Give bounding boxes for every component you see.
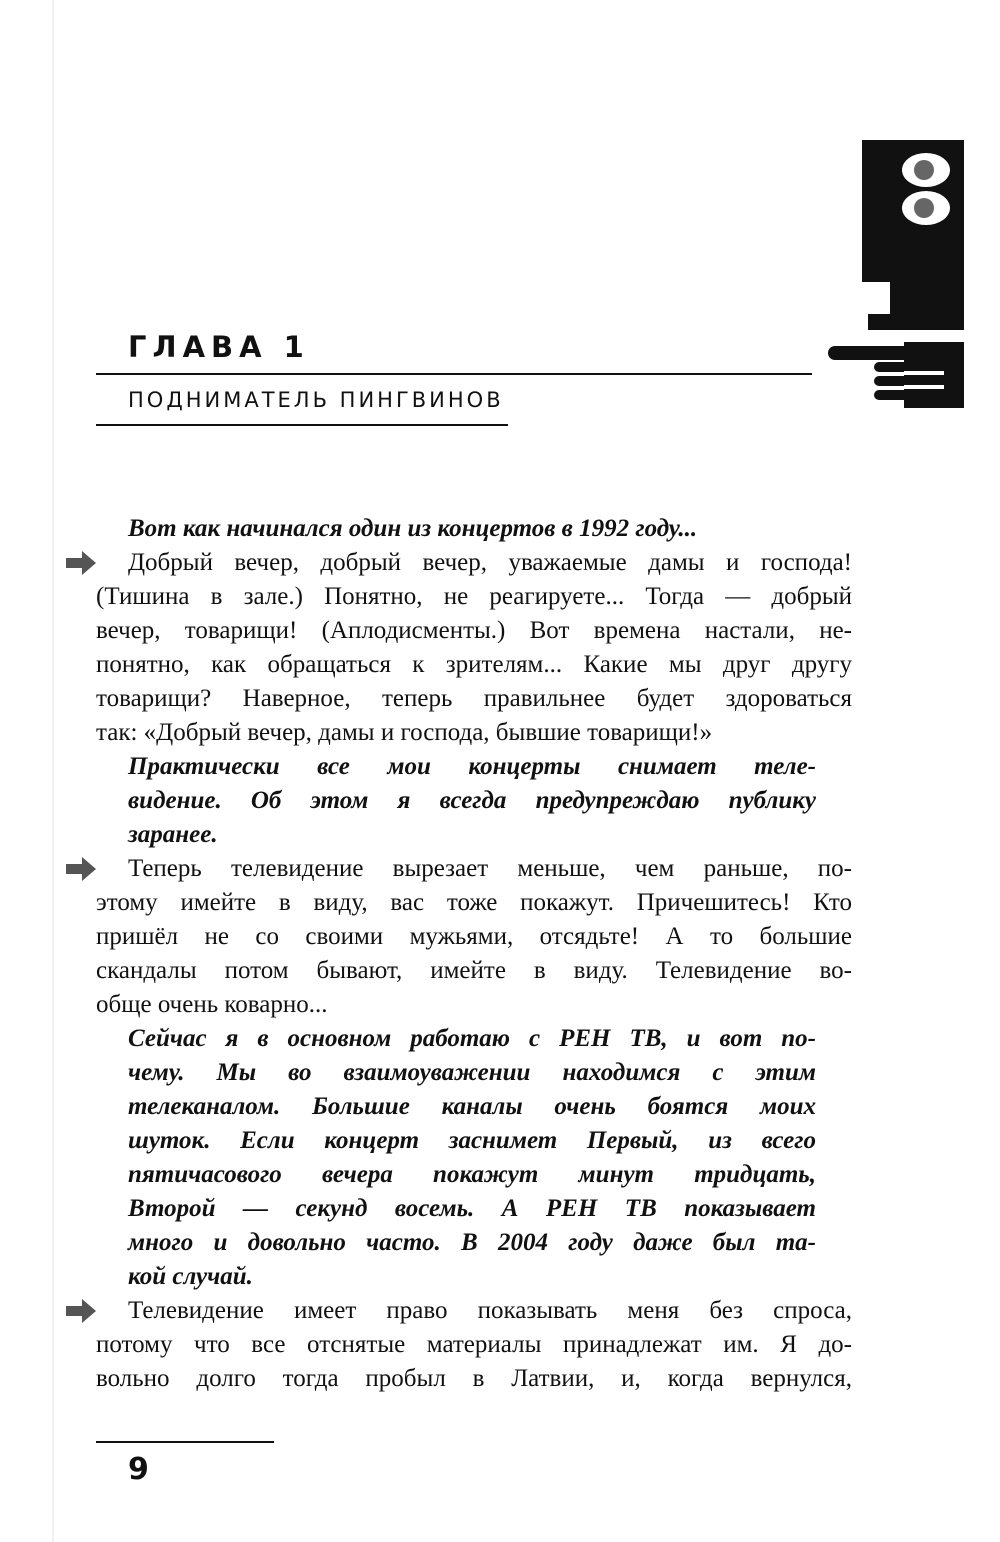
chapter-title-rule [96,373,812,375]
intro-block-1 [128,512,828,546]
text-line: Сейчас я в основном работаю с РЕН ТВ, и вот по- [128,1025,816,1052]
text-line: пришёл не со своими мужьями, отсядьте! А то большие [96,923,852,950]
text-line: товарищи? Наверное, теперь правильнее будет здороваться [96,685,852,712]
text-line: заранее. [128,821,218,848]
text-line: Практически все мои концерты снимает теле- [128,753,816,780]
speech-block-3 [128,1294,852,1328]
pointing-arrow-icon [66,857,96,881]
text-line: Теперь телевидение вырезает меньше, чем раньше, по- [128,855,852,882]
text-line: потому что все отснятые материалы принадлежат им. Я до- [96,1331,852,1358]
page-edge [52,0,54,1542]
text-line: чему. Мы во взаимоуважении находимся с этим [128,1059,816,1086]
text-line: вольно долго тогда пробыл в Латвии, и, когда вернулся, [96,1365,852,1392]
text-line: обще очень коварно... [96,991,328,1018]
page-number-rule [96,1441,274,1443]
text-line: Вот как начинался один из концертов в 1992 году... [128,515,698,542]
text-line: пятичасового вечера покажут минут тридцать, [128,1161,816,1188]
pointing-arrow-icon [66,1299,96,1323]
chapter-subtitle: ПОДНИМАТЕЛЬ ПИНГВИНОВ [128,388,504,412]
intro-block-2 [128,750,816,852]
text-line: много и довольно часто. В 2004 году даже был та- [128,1229,816,1256]
page-number: 9 [128,1452,149,1487]
text-line: (Тишина в зале.) Понятно, не реагируете... Тогда — добрый [96,583,852,610]
text-line: кой случай. [128,1263,253,1290]
text-line: понятно, как обращаться к зрителям... Какие мы друг другу [96,651,852,678]
chapter-title: ГЛАВА 1 [128,330,310,364]
intro-block-3 [128,1022,816,1294]
text-line: видение. Об этом я всегда предупреждаю публику [128,787,816,814]
text-line: телеканалом. Большие каналы очень боятся моих [128,1093,816,1120]
face-with-eyes-and-pointing-hand-icon [828,140,964,412]
text-line: скандалы потом бывают, имейте в виду. Телевидение во- [96,957,852,984]
text-line: Телевидение имеет право показывать меня без спроса, [128,1297,852,1324]
speech-block-1-continued [96,580,852,750]
text-line: так: «Добрый вечер, дамы и господа, бывшие товарищи!» [96,719,713,746]
speech-block-3-continued [96,1328,852,1396]
text-line: Второй — секунд восемь. А РЕН ТВ показывает [128,1195,816,1222]
text-line: шуток. Если концерт заснимет Первый, из всего [128,1127,816,1154]
pointing-arrow-icon [66,551,96,575]
speech-block-2 [128,852,852,886]
text-line: Добрый вечер, добрый вечер, уважаемые дамы и господа! [128,549,852,576]
text-line: вечер, товарищи! (Аплодисменты.) Вот времена настали, не- [96,617,852,644]
speech-block-2-continued [96,886,852,1022]
text-line: этому имейте в виду, вас тоже покажут. Причешитесь! Кто [96,889,852,916]
speech-block-1 [128,546,852,580]
chapter-subtitle-rule [96,424,508,426]
